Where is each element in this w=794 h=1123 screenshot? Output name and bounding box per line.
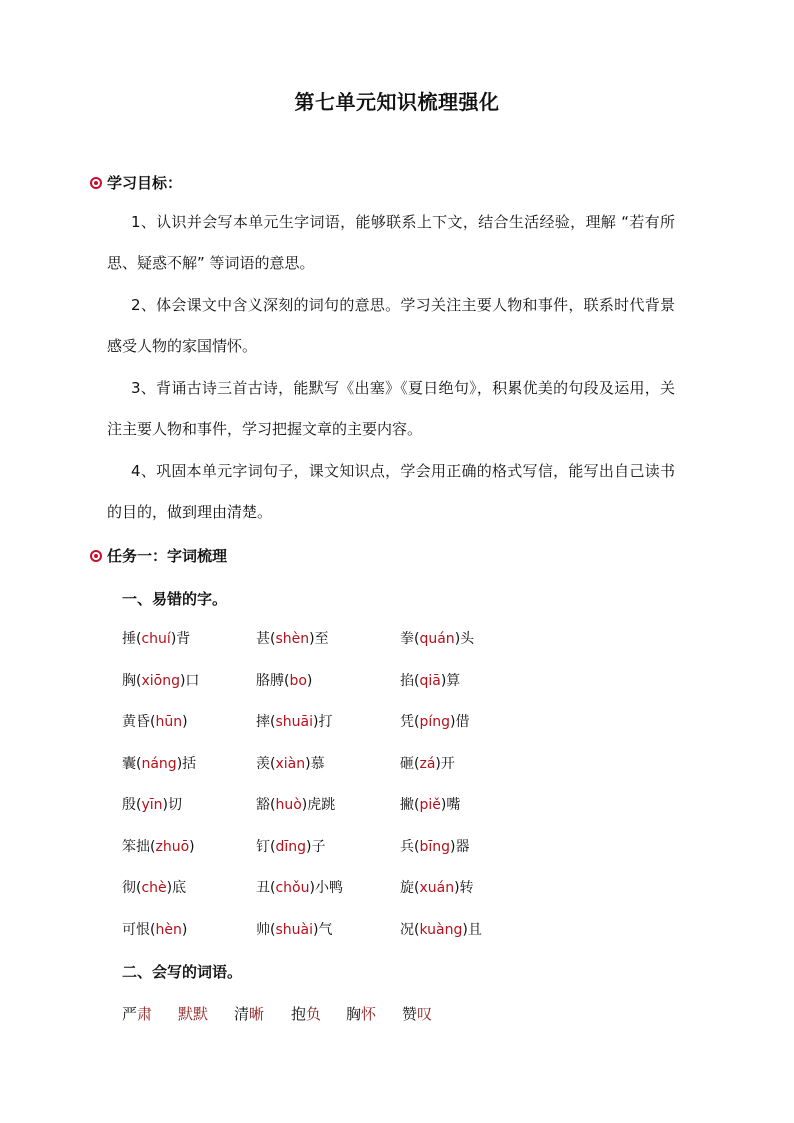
pinyin-text: xuán	[419, 880, 455, 896]
page-title: 第七单元知识梳理强化	[294, 90, 500, 114]
pinyin-text: hèn	[155, 921, 182, 938]
char-entry	[122, 666, 199, 696]
char-entry	[122, 749, 196, 779]
char-text: )至	[309, 631, 329, 647]
section-heading-goals	[90, 172, 182, 193]
pinyin-text: chǒu	[275, 880, 310, 896]
word-char: 严	[122, 1005, 138, 1023]
char-entry	[400, 707, 469, 737]
char-text: )气	[312, 921, 333, 938]
char-text: 囊(	[122, 755, 142, 772]
char-row	[122, 915, 542, 957]
char-text: )虎跳	[301, 797, 336, 813]
char-text: )算	[440, 672, 461, 689]
char-entry	[400, 873, 474, 903]
char-text: )器	[450, 838, 470, 855]
char-text: )子	[306, 838, 326, 855]
char-text: 捶(	[122, 631, 142, 647]
char-text: )切	[162, 797, 182, 813]
char-row	[122, 790, 542, 832]
char-entry	[256, 873, 343, 903]
char-text: )且	[462, 921, 482, 938]
char-text: 撇(	[400, 797, 420, 813]
char-entry	[256, 666, 312, 696]
pinyin-text: bīng	[419, 838, 451, 855]
goal-item: 3、背诵古诗三首古诗，能默写《出塞》《夏日绝句》，积累优美的句段及运用，关注主要人物和事件，学习把握文章的主要内容。	[107, 379, 675, 438]
pinyin-text: shuài	[275, 921, 313, 938]
word-char-highlight: 负	[306, 1005, 322, 1023]
char-row	[122, 832, 542, 874]
char-row	[122, 624, 542, 666]
target-bullet-icon	[90, 177, 102, 189]
char-row	[122, 707, 542, 749]
word-char-highlight: 默默	[178, 1005, 209, 1023]
char-text: 甚(	[256, 631, 276, 647]
char-text: )	[182, 714, 188, 730]
word-char: 清	[234, 1005, 250, 1023]
pinyin-text: dīng	[275, 838, 307, 855]
char-text: )嘴	[440, 797, 461, 813]
word-char-highlight: 怀	[361, 1005, 377, 1023]
pinyin-text: kuàng	[419, 921, 463, 938]
char-entry	[256, 707, 332, 737]
char-entry	[122, 707, 188, 737]
pinyin-text: chuí	[141, 631, 171, 647]
char-text: 豁(	[256, 797, 276, 813]
char-entry	[122, 832, 195, 862]
pinyin-text: chè	[141, 880, 167, 896]
goal-item: 2、体会课文中含义深刻的词句的意思。学习关注主要人物和事件，联系时代背景感受人物的家国情怀。	[107, 296, 675, 355]
vocab-word	[122, 1000, 152, 1028]
word-char-highlight: 肃	[137, 1005, 153, 1023]
char-text: 凭(	[400, 714, 420, 730]
char-text: 丑(	[256, 880, 276, 896]
char-text: )	[306, 672, 313, 689]
char-text: 帅(	[256, 921, 276, 938]
char-row	[122, 873, 542, 915]
char-text: 殷(	[122, 797, 142, 813]
word-char: 赞	[402, 1005, 418, 1023]
char-text: )打	[312, 714, 333, 730]
pinyin-text: yīn	[141, 797, 163, 813]
word-char-highlight: 叹	[417, 1005, 433, 1023]
subheading-error-prone-chars: 一、易错的字。	[122, 590, 228, 608]
char-entry	[400, 790, 460, 820]
char-entry	[256, 832, 325, 862]
char-text: 彻(	[122, 880, 142, 896]
char-pinyin-grid	[122, 624, 542, 956]
section-heading-task1	[90, 545, 227, 566]
char-text: 羡(	[256, 755, 276, 772]
char-text: )转	[454, 880, 474, 896]
char-text: 黄昏(	[122, 714, 156, 730]
char-text: )慕	[305, 755, 325, 772]
char-row	[122, 666, 542, 708]
char-entry	[256, 790, 335, 820]
char-text: 兵(	[400, 838, 420, 855]
pinyin-text: qiā	[419, 672, 441, 689]
char-text: )开	[435, 755, 455, 772]
section-heading-text: 任务一：字词梳理	[107, 547, 228, 565]
char-text: 况(	[400, 921, 420, 938]
char-row	[122, 749, 542, 791]
char-text: 可恨(	[122, 921, 156, 938]
pinyin-text: xiōng	[141, 672, 180, 689]
char-entry	[256, 915, 332, 945]
goal-item: 4、巩固本单元字词句子，课文知识点，学会用正确的格式写信，能写出自己读书的目的，做到理由清楚。	[107, 462, 675, 521]
char-entry	[400, 666, 460, 696]
target-bullet-icon	[90, 550, 102, 562]
char-text: )背	[170, 631, 191, 647]
char-text: )小鸭	[309, 880, 343, 896]
word-char: 抱	[291, 1005, 307, 1023]
vocab-word	[234, 1000, 264, 1028]
char-text: 拳(	[400, 631, 420, 647]
word-char: 胸	[346, 1005, 362, 1023]
pinyin-text: shuāi	[275, 714, 313, 730]
char-text: )	[189, 838, 195, 855]
char-text: 摔(	[256, 714, 276, 730]
vocab-word	[402, 1000, 432, 1028]
char-text: )括	[176, 755, 197, 772]
char-entry	[400, 915, 482, 945]
vocab-word	[178, 1000, 208, 1028]
section-heading-text: 学习目标：	[107, 174, 183, 192]
pinyin-text: piě	[419, 797, 441, 813]
char-entry	[122, 873, 186, 903]
pinyin-text: bo	[289, 672, 307, 689]
char-text: 胳膊(	[256, 672, 290, 689]
char-text: )底	[166, 880, 187, 896]
char-entry	[256, 624, 329, 654]
word-char-highlight: 晰	[249, 1005, 265, 1023]
pinyin-text: zá	[419, 755, 436, 772]
pinyin-text: shèn	[275, 631, 310, 647]
char-entry	[122, 790, 182, 820]
char-text: 胸(	[122, 672, 142, 689]
char-text: 掐(	[400, 672, 420, 689]
pinyin-text: quán	[419, 631, 455, 647]
char-text: 笨拙(	[122, 838, 156, 855]
char-text: )借	[450, 714, 470, 730]
char-entry	[400, 624, 474, 654]
pinyin-text: xiàn	[275, 755, 306, 772]
char-text: )头	[454, 631, 475, 647]
char-text: )	[181, 921, 188, 938]
pinyin-text: huò	[275, 797, 302, 813]
char-text: 砸(	[400, 755, 420, 772]
char-entry	[400, 749, 455, 779]
char-entry	[256, 749, 325, 779]
vocab-word	[291, 1000, 321, 1028]
char-entry	[122, 624, 190, 654]
char-text: 钉(	[256, 838, 276, 855]
pinyin-text: píng	[419, 714, 451, 730]
char-text: )口	[179, 672, 200, 689]
char-entry	[122, 915, 187, 945]
goal-item: 1、认识并会写本单元生字词语，能够联系上下文，结合生活经验，理解 “若有所思、疑惑不解” 等词语的意思。	[107, 213, 675, 272]
vocab-word	[346, 1000, 376, 1028]
pinyin-text: hūn	[155, 714, 183, 730]
char-entry	[400, 832, 469, 862]
subheading-writable-words: 二、会写的词语。	[122, 963, 243, 981]
pinyin-text: náng	[141, 755, 177, 772]
char-text: 旋(	[400, 880, 420, 896]
pinyin-text: zhuō	[155, 838, 190, 855]
